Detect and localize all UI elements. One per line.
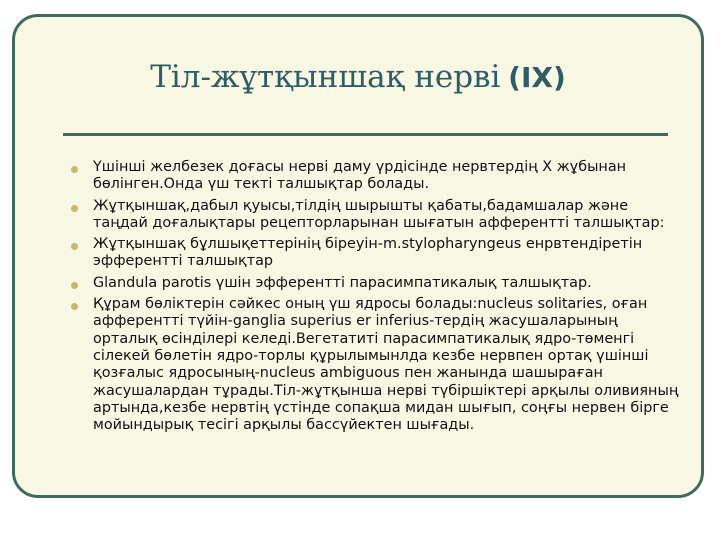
title-divider	[63, 133, 668, 136]
bullet-item	[71, 198, 681, 233]
bullet-icon	[71, 243, 78, 250]
bullet-item	[71, 159, 681, 194]
bullet-text: Жұтқыншақ бұлшықеттерінің біреуін-m.stylopharyngeus енрвтендіретін эфферентті талшықтар	[93, 236, 643, 270]
bullet-text: Құрам бөліктерін сәйкес оның үш ядросы болады:nucleus solitaries, оған афферентті түйін-ganglia superius er inferius-тердің жасушаларының орталық өсінділері келеді.Вегетатиті парасимпатикалық ядро-төменгі сілекей бөлетін ядро-торлы құрылымынлда кезбе нервпен ортақ үшінші қозғалыс ядросының-nucleus ambiguous пен жанында шашыраған жасушалардан тұрады.Тіл-жұтқынша нерві түбіршіктері арқылы оливияның артында,кезбе нервтің үстінде сопақша мидан шығып, соңғы нервен бірге мойындырық тесігі арқылы бассүйектен шығады.	[93, 296, 679, 434]
bullet-item	[71, 275, 681, 292]
bullet-text: Үшінші желбезек доғасы нерві даму үрдісінде нервтердің Х жұбынан бөлінген.Онда үш текті талшықтар болады.	[93, 159, 627, 193]
bullet-item	[71, 236, 681, 271]
bullet-text: Glandula parotis үшін эфферентті парасимпатикалық талшықтар.	[93, 274, 592, 291]
bullet-text: Жұтқыншақ,дабыл қуысы,тілдің шырышты қабаты,бадамшалар және таңдай доғалықтары рецепторларынан шығатын афферентті талшықтар:	[93, 197, 665, 231]
slide-frame	[12, 14, 704, 498]
bullet-list	[71, 159, 681, 438]
bullet-item	[71, 296, 681, 434]
bullet-icon	[71, 303, 78, 310]
slide-title-text: Тіл-жұтқыншақ нерві	[150, 59, 501, 95]
slide-title	[15, 57, 701, 98]
slide-title-suffix: (IX)	[508, 61, 566, 94]
bullet-icon	[71, 205, 78, 212]
bullet-icon	[71, 282, 78, 289]
bullet-icon	[71, 166, 78, 173]
